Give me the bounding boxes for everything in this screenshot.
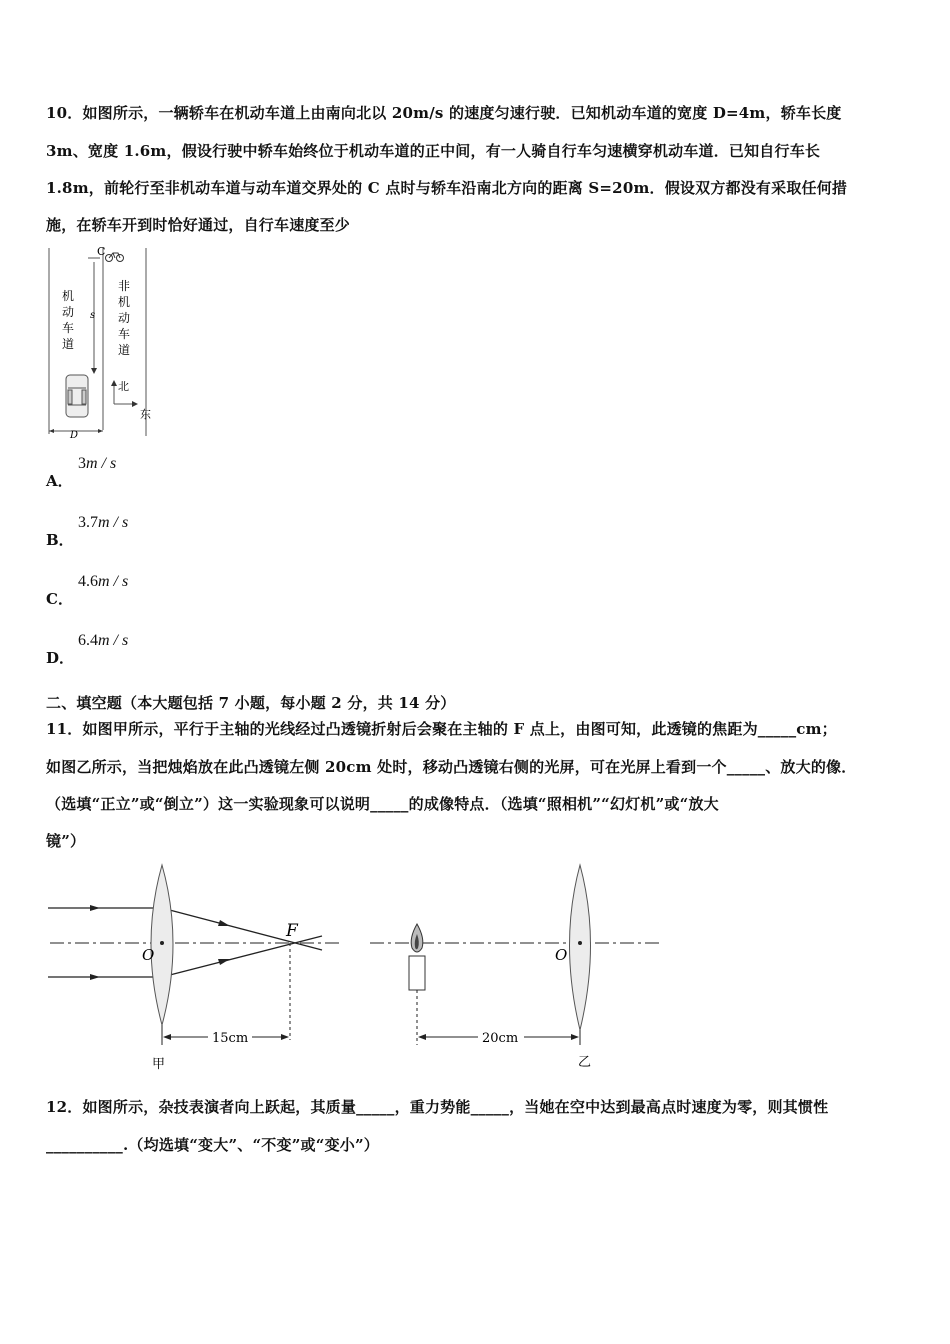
d-label: D: [70, 430, 79, 440]
car-icon: [66, 375, 88, 417]
q10-line-2: 3m、宽度 1.6m，假设行驶中轿车始终位于机动车道的正中间，有一人骑自行车匀速横穿机动车道．已知自行车长: [46, 142, 821, 160]
c-label: C: [97, 245, 106, 258]
svg-text:机: 机: [118, 295, 131, 309]
svg-text:动: 动: [118, 311, 131, 325]
lens-yi: [570, 865, 591, 1030]
q11-line-1: 11．如图甲所示，平行于主轴的光线经过凸透镜折射后会聚在主轴的 F 点上，由图可知，此透镜的焦距为_____cm；: [46, 720, 837, 738]
q10-line-1: 10．如图所示，一辆轿车在机动车道上由南向北以 20m/s 的速度匀速行驶．已知机动车道的宽度 D=4m，轿车长度: [46, 104, 842, 122]
option-b-label[interactable]: B．: [46, 531, 74, 549]
o-label-jia: O: [142, 946, 155, 964]
caption-jia: 甲: [152, 1057, 166, 1072]
option-c-value[interactable]: 4.6m / s: [78, 573, 129, 590]
q11-line-4: 镜”）: [46, 832, 86, 850]
option-c-label[interactable]: C．: [46, 590, 73, 608]
q11-line-2: 如图乙所示，当把烛焰放在此凸透镜左侧 20cm 处时，移动凸透镜右侧的光屏，可在光屏上看到一个_____、放大的像．: [46, 758, 857, 776]
svg-text:道: 道: [118, 343, 131, 357]
s-label: s: [90, 310, 96, 321]
candle-icon: [409, 924, 425, 990]
option-d-label[interactable]: D．: [46, 649, 75, 667]
lens-figure: [40, 860, 680, 1075]
bicycle-icon: [106, 253, 124, 262]
svg-text:道: 道: [62, 337, 75, 351]
q12-line-2: __________.（均选填“变大”、“不变”或“变小”）: [46, 1136, 379, 1154]
q10-line-3: 1.8m，前轮行至非机动车道与动车道交界处的 C 点时与轿车沿南北方向的距离 S=20m．假设双方都没有采取任何措: [46, 179, 848, 197]
q12-line-1: 12．如图所示，杂技表演者向上跃起，其质量_____，重力势能_____，当她在空中达到最高点时速度为零，则其惯性: [46, 1098, 829, 1116]
q10-line-4: 施，在轿车开到时恰好通过，自行车速度至少: [46, 216, 351, 234]
north-label: 北: [118, 380, 129, 393]
dist-15: 15cm: [212, 1031, 249, 1046]
caption-yi: 乙: [578, 1055, 592, 1070]
road-figure: [44, 244, 156, 440]
right-lane-label: [118, 278, 130, 357]
dist-20: 20cm: [482, 1031, 519, 1046]
svg-text:车: 车: [118, 327, 131, 341]
svg-text:动: 动: [62, 305, 75, 319]
svg-text:非: 非: [118, 279, 131, 293]
o-label-yi: O: [555, 946, 568, 964]
q11-line-3: （选填“正立”或“倒立”）这一实验现象可以说明_____的成像特点．（选填“照相机”“幻灯机”或“放大: [46, 795, 719, 813]
option-d-value[interactable]: 6.4m / s: [78, 632, 129, 649]
option-b-value[interactable]: 3.7m / s: [78, 514, 129, 531]
option-a-label[interactable]: A．: [46, 472, 73, 490]
svg-text:机: 机: [62, 289, 75, 303]
left-lane-label: [62, 288, 74, 351]
option-a-value[interactable]: 3m / s: [78, 455, 117, 472]
east-label: 东: [140, 408, 151, 421]
section-heading: 二、填空题（本大题包括 7 小题，每小题 2 分，共 14 分）: [46, 694, 456, 712]
f-label: F: [286, 921, 298, 941]
svg-text:车: 车: [62, 321, 75, 335]
